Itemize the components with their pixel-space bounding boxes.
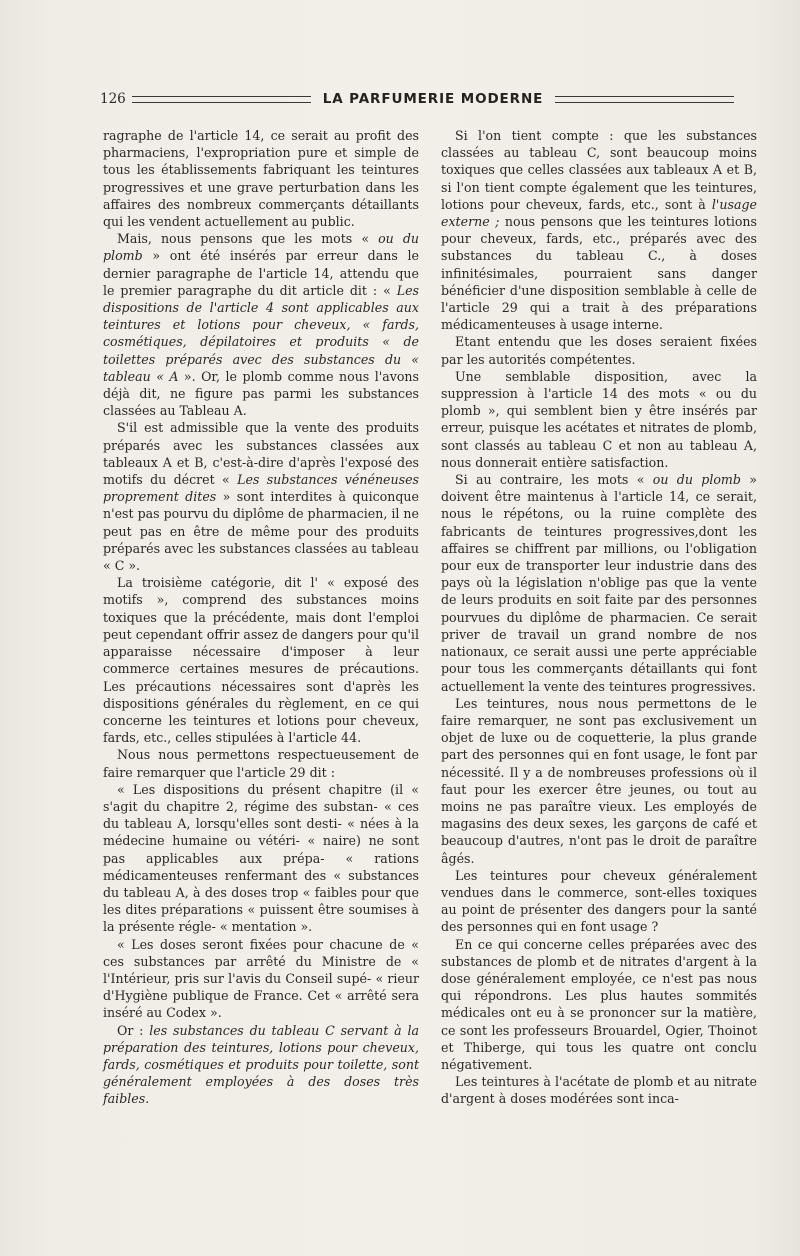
paragraph: Une semblable disposition, avec la suppression à l'article 14 des mots « ou du plomb », qui semblent bien y être insérés par erreur, puisque les acétates et nitrates de plomb, sont classés au tableau C et non au tableau A, nous donnerait entière satisfaction.	[441, 368, 757, 470]
paragraph: La troisième catégorie, dit l' « exposé des motifs », comprend des substances moins toxiques que la précédente, mais dont l'emploi peut cependant offrir assez de dangers pour qu'il apparaisse nécessaire d'imposer à leur commerce certaines mesures de précautions. Les précautions nécessaires sont d'après les dispositions générales du règlement, en ce qui concerne les teintures et lotions pour cheveux, fards, etc., celles stipulées à l'article 44.	[103, 575, 419, 746]
running-header	[100, 88, 740, 110]
paragraph: Si l'on tient compte : que les substances classées au tableau C, sont beaucoup moins toxiques que celles classées aux tableaux A et B, si l'on tient compte également que les teintures, lotions pour cheveux, fards, etc., sont à l'usage externe ; nous pensons que les teintures lotions pour cheveux, fards, etc., préparés avec des substances du tableau C., à doses infinitésimales, pourraient sans danger bénéficier d'une disposition semblable à celle de l'article 29 qui a trait à des préparations médicamenteuses à usage interne.	[441, 128, 757, 333]
left-column	[103, 127, 419, 1108]
paragraph: Nous nous permettons respectueusement de faire remarquer que l'article 29 dit :	[103, 747, 419, 780]
page-number: 126	[100, 91, 126, 107]
paragraph: Or : les substances du tableau C servant à la préparation des teintures, lotions pour cheveux, fards, cosmétiques et produits pour toilette, sont généralement employées à des doses très faibles.	[103, 1022, 419, 1107]
paragraph: Etant entendu que les doses seraient fixées par les autorités compétentes.	[441, 334, 757, 367]
paragraph: Les teintures à l'acétate de plomb et au nitrate d'argent à doses modérées sont inca-	[441, 1074, 757, 1107]
journal-title: LA PARFUMERIE MODERNE	[322, 91, 544, 107]
header-rule-left	[132, 96, 311, 103]
paragraph: Mais, nous pensons que les mots « ou du plomb » ont été insérés par erreur dans le dernier paragraphe de l'article 14, attendu que le premier paragraphe du dit article dit : « Les dispositions de l'article 4 sont applicables aux teintures et lotions pour cheveux, « fards, cosmétiques, dépilatoires et produits « de toilettes préparés avec des substances du « tableau « A ». Or, le plomb comme nous l'avons déjà dit, ne figure pas parmi les substances classées au Tableau A.	[103, 231, 419, 419]
right-column	[441, 127, 757, 1108]
paragraph: Si au contraire, les mots « ou du plomb » doivent être maintenus à l'article 14, ce serait, nous le répétons, ou la ruine complète des fabricants de teintures progressives,dont les affaires se chiffrent par millions, ou l'obligation pour eux de transporter leur industrie dans des pays où la législation n'oblige pas que la vente de leurs produits en soit faite par des personnes pourvues du diplôme de pharmacien. Ce serait priver de travail un grand nombre de nos nationaux, ce serait aussi une perte appréciable pour tous les commerçants détaillants qui font actuellement la vente des teintures progressives.	[441, 472, 757, 694]
paragraph: ragraphe de l'article 14, ce serait au profit des pharmaciens, l'expropriation pure et simple de tous les établissements fabriquant les teintures progressives et une grave perturbation dans les affaires des nombreux commerçants détaillants qui les vendent actuellement au public.	[103, 128, 419, 230]
paragraph: S'il est admissible que la vente des produits préparés avec les substances classées aux tableaux A et B, c'est-à-dire d'après l'exposé des motifs du décret « Les substances vénéneuses proprement dites » sont interdites à quiconque n'est pas pourvu du diplôme de pharmacien, il ne peut pas en être de même pour des produits préparés avec les substances classées au tableau « C ».	[103, 420, 419, 574]
quotation: « Les dispositions du présent chapitre (il « s'agit du chapitre 2, régime des substan- « ces du tableau A, lorsqu'elles sont desti- « nées à la médecine humaine ou vétéri- « naire) ne sont pas applicables aux prépa- « rations médicamenteuses renfermant des « substances du tableau A, à des doses trop « faibles pour que les dites préparations « puissent être soumises à la présente régle- « mentation ».	[103, 781, 419, 935]
paragraph: Les teintures pour cheveux généralement vendues dans le commerce, sont-elles toxiques au point de présenter des dangers pour la santé des personnes qui en font usage ?	[441, 867, 757, 935]
paragraph: Les teintures, nous nous permettons de le faire remarquer, ne sont pas exclusivement un objet de luxe ou de coquetterie, la plus grande part des personnes qui en font usage, le font par nécessité. Il y a de nombreuses professions où il faut pour les exercer être jeunes, ou tout au moins ne pas paraître vieux. Les employés de magasins des deux sexes, les garçons de café et beaucoup d'autres, n'ont pas le droit de paraître âgés.	[441, 695, 757, 866]
quotation: « Les doses seront fixées pour chacune de « ces substances par arrêté du Ministre de « l'Intérieur, pris sur l'avis du Conseil supé- « rieur d'Hygiène publique de France. Cet « arrêté sera inséré au Codex ».	[103, 936, 419, 1021]
paragraph: En ce qui concerne celles préparées avec des substances de plomb et de nitrates d'argent à la dose généralement employée, ce n'est pas nous qui répondrons. Les plus hautes sommités médicales ont eu à se prononcer sur la matière, ce sont les professeurs Brouardel, Ogier, Thoinot et Thiberge, qui tous les quatre ont conclu négativement.	[441, 936, 757, 1072]
header-rule-right	[555, 96, 734, 103]
